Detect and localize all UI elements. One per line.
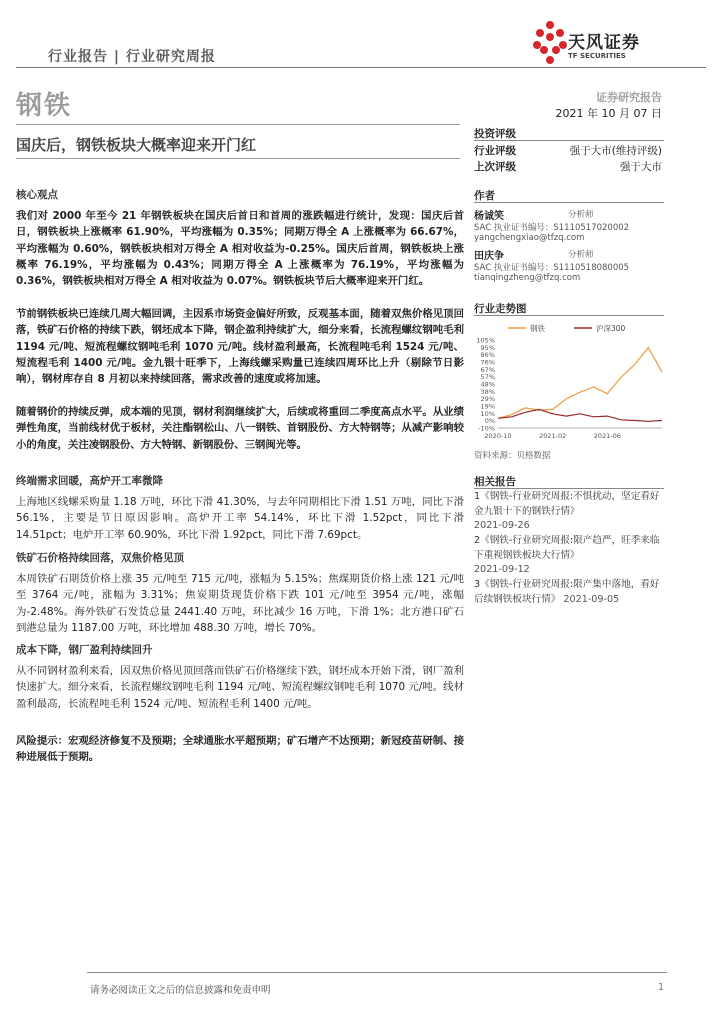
rating-previous-label: 上次评级 xyxy=(474,161,516,173)
chart-ytick-label: 10% xyxy=(480,409,495,418)
related-report-1-date: 2021-09-26 xyxy=(474,520,530,531)
author-1-email[interactable]: yangchengxiao@tfzq.com xyxy=(474,233,585,243)
footer-divider xyxy=(87,972,667,973)
chart-series-steel-line xyxy=(498,348,662,419)
related-report-2[interactable]: 2《钢铁-行业研究周报:限产趋严，旺季来临下重视钢铁板块大行情》 xyxy=(474,535,660,561)
chart-ytick-label: 19% xyxy=(480,402,495,411)
report-type: 证券研究报告 xyxy=(596,91,662,104)
chart-xtick-label: 2021-06 xyxy=(593,432,621,440)
core-view-paragraph-1: 我们对 2000 年至今 21 年钢铁板块在国庆后首日和首周的涨跌幅进行统计，发现：国庆后首日，钢铁板块上涨概率 61.90%，平均涨幅为 0.35%；同期万得全 A 上涨概率为 66.67%，平均涨幅为 0.60%，钢铁板块相对万得全 A 相对收益为-0.25%。国庆后首周，钢铁板块上涨概率 76.19%，平均涨幅为 0.43%；同期万得全 A 上涨概率为 76.19%，平均涨幅为 0.36%，钢铁板块相对万得全 A 相对收益为 0.07%。钢铁板块节后大概率迎来开门红。 xyxy=(16,210,464,288)
author-1-name: 杨诚笑 xyxy=(474,211,504,222)
logo-mark-icon xyxy=(533,20,567,64)
chart-ytick-label: 57% xyxy=(480,373,495,382)
author-1-cert: SAC 执业证书编号：S1110517020002 xyxy=(474,223,630,233)
report-subtitle: 国庆后，钢铁板块大概率迎来开门红 xyxy=(16,136,257,154)
core-view-paragraph-3: 随着钢价的持续反弹，成本端的见顶，钢材利润继续扩大，后续或将重回二季度高点水平。从业绩弹性角度，当前线材优于板材，关注酯钢松山、八一钢铁、首钢股份、方大特钢等；从减产影响较小的角度，关注凌钢股份、方大特钢、新钢股份、三钢闽光等。 xyxy=(16,406,464,451)
chart-ytick-label: 67% xyxy=(480,365,495,374)
author-1-role: 分析师 xyxy=(568,210,594,220)
chart-ytick-label: 38% xyxy=(480,387,495,396)
related-report-1[interactable]: 1《钢铁-行业研究周报:不惧扰动，坚定看好金九银十下的钢铁行情》 xyxy=(474,491,660,517)
author-2-name: 田庆争 xyxy=(474,251,504,262)
logo-chinese-name: 天风证券 xyxy=(568,33,640,53)
risk-warning: 风险提示：宏观经济修复不及预期；全球通胀水平超预期；矿石增产不达预期；新冠疫苗研制、接种进展低于预期。 xyxy=(16,735,464,764)
related-report-3-title: 3《钢铁-行业研究周报:限产集中落地，看好后续钢铁板块行情》 xyxy=(474,579,660,605)
related-report-2-date: 2021-09-12 xyxy=(474,564,530,575)
chart-ytick-label: 76% xyxy=(480,358,495,367)
section-2-body: 本周铁矿石期货价格上涨 35 元/吨至 715 元/吨，涨幅为 5.15%；焦煤期货价格上涨 121 元/吨至 3764 元/吨，涨幅为 3.31%；焦炭期货现货价格下跌 101 元/吨至 3954 元/吨，涨幅为-2.48%。海外铁矿石发货总量 2441.40 万吨，环比减少 16 万吨，下滑 1%；北方港口矿石到港总量为 1187.00 万吨，环比增加 488.30 万吨，增长 70%。 xyxy=(16,573,464,634)
author-2-email[interactable]: tianqingzheng@tfzq.com xyxy=(474,273,581,283)
chart-ytick-label: 86% xyxy=(480,351,495,360)
section-1-heading: 终端需求回暖，高炉开工率微降 xyxy=(16,475,163,487)
chart-ytick-label: -10% xyxy=(478,424,495,433)
rating-divider xyxy=(474,140,664,141)
related-heading: 相关报告 xyxy=(474,476,516,488)
section-3-heading: 成本下降，钢厂盈利持续回升 xyxy=(16,644,153,656)
chart-ytick-label: 0% xyxy=(484,417,495,426)
chart-xtick-label: 2021-02 xyxy=(539,432,567,440)
report-date: 2021 年 10 月 07 日 xyxy=(555,107,662,120)
report-category: 行业报告 | 行业研究周报 xyxy=(48,49,216,65)
section-3-body: 从不同钢材盈利来看，因双焦价格见顶回落而铁矿石价格继续下跌，钢坯成本开始下滑，钢厂盈利快速扩大。细分来看，长流程螺纹钢吨毛利 1194 元/吨、短流程螺纹钢吨毛利 1070 元/吨。线材盈利最高，长流程吨毛利 1524 元/吨、短流程毛利 1400 元/吨。 xyxy=(16,665,464,710)
core-view-heading: 核心观点 xyxy=(16,189,58,201)
page-number: 1 xyxy=(657,982,664,993)
subtitle-bottom-divider xyxy=(16,158,460,159)
page-title: 钢铁 xyxy=(16,91,73,121)
authors-divider xyxy=(474,202,664,203)
section-2-heading: 铁矿石价格持续回落，双焦价格见顶 xyxy=(16,552,184,564)
section-1-body: 上海地区线螺采购量 1.18 万吨，环比下滑 41.30%，与去年同期相比下滑 1.51 万吨，同比下滑 56.1%，主要是节日原因影响。高炉开工率 54.14%，环比下滑 1.52pct，同比下滑 14.51pct；电炉开工率 60.90%，环比下滑 1.92pct，同比下滑 7.69pct。 xyxy=(16,496,464,541)
related-report-3-date: 2021-09-05 xyxy=(563,593,620,605)
legend-label-hs300: 沪深300 xyxy=(596,324,626,333)
related-report-3[interactable] xyxy=(474,578,664,607)
rating-previous-value: 强于大市 xyxy=(620,161,662,173)
chart-ytick-label: 48% xyxy=(480,380,495,389)
chart-xtick-label: 2020-10 xyxy=(484,432,512,440)
chart-legend xyxy=(508,323,626,333)
core-view-paragraph-2: 节前钢铁板块已连续几周大幅回调，主因系市场资金偏好所致，反观基本面，随着双焦价格见顶回落，铁矿石价格的持续下跌，钢坯成本下降，钢企盈利持续扩大，细分来看，长流程螺纹钢吨毛利 1194 元/吨、短流程螺纹钢吨毛利 1070 元/吨。线材盈利最高，长流程吨毛利 1524 元/吨、短流程毛利 1400 元/吨。金九银十旺季下，上海线螺采购量已连续四周环比上升（剔除节日影响），钢材库存自 8 月初以来持续回落，需求改善的速度或将加速。 xyxy=(16,308,464,386)
subtitle-top-divider xyxy=(16,124,460,125)
rating-industry-value: 强于大市(维持评级) xyxy=(569,145,662,157)
chart-series-hs300-line xyxy=(498,409,662,421)
legend-label-steel: 钢铁 xyxy=(530,324,545,333)
trend-heading: 行业走势图 xyxy=(474,303,527,315)
logo-english-name: TF SECURITIES xyxy=(568,52,626,60)
rating-industry-label: 行业评级 xyxy=(474,145,516,157)
chart-ytick-label: 95% xyxy=(480,343,495,352)
trend-chart xyxy=(474,318,666,446)
chart-source: 资料来源：贝格数据 xyxy=(474,451,551,461)
chart-ytick-label: 105% xyxy=(476,336,495,345)
footer-disclaimer[interactable]: 请务必阅读正文之后的信息披露和免责申明 xyxy=(90,985,271,996)
author-2-role: 分析师 xyxy=(568,250,594,260)
related-divider xyxy=(474,488,664,489)
authors-heading: 作者 xyxy=(474,190,495,202)
trend-divider xyxy=(474,315,664,316)
rating-heading: 投资评级 xyxy=(474,128,516,140)
author-2-cert: SAC 执业证书编号：S1110518080005 xyxy=(474,263,630,273)
chart-ytick-label: 29% xyxy=(480,395,495,404)
